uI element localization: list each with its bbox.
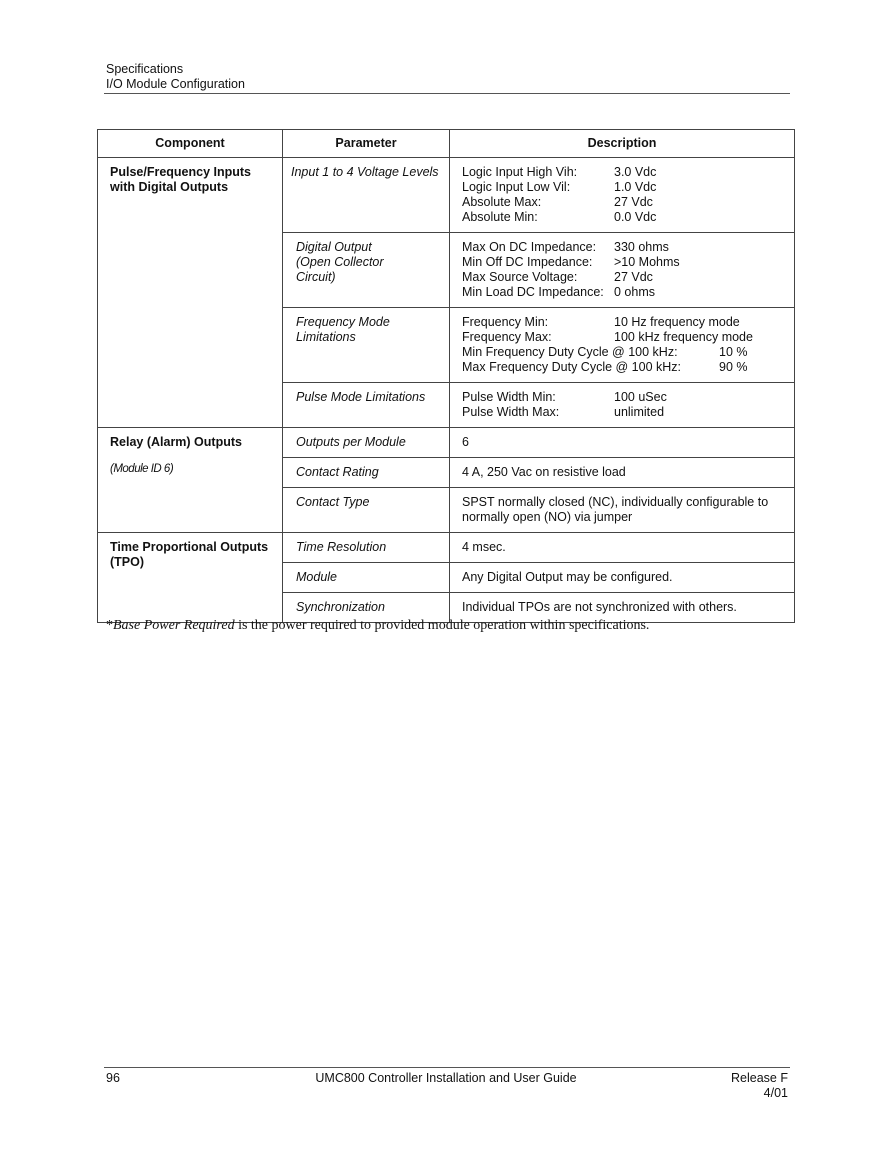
kv-value: 100 kHz frequency mode [614, 330, 753, 344]
kv-value: 90 % [719, 360, 748, 374]
kv-row [462, 180, 782, 195]
param-synchronization: Synchronization [283, 593, 450, 623]
desc-contact-type: SPST normally closed (NC), individually configurable to normally open (NO) via jumper [450, 488, 795, 533]
kv-row [462, 255, 782, 270]
param-input-levels [283, 158, 450, 233]
kv-key: Absolute Max: [462, 195, 542, 209]
kv-row [462, 330, 782, 345]
desc-frequency-mode [450, 308, 795, 383]
kv-value: unlimited [614, 405, 665, 419]
desc-pulse-mode [450, 383, 795, 428]
kv-key: Pulse Width Max: [462, 405, 560, 419]
desc-synchronization: Individual TPOs are not synchronized with others. [450, 593, 795, 623]
running-header [106, 62, 245, 92]
desc-outputs-per-module: 6 [450, 428, 795, 458]
footnote-text: is the power required to provided module operation within specifications. [234, 618, 650, 633]
kv-key: Max Source Voltage: [462, 270, 578, 284]
kv-row [462, 165, 782, 180]
param-line: Limitations [296, 330, 356, 344]
table-row [98, 533, 795, 563]
page-number: 96 [106, 1071, 120, 1085]
param-line: Frequency Mode [296, 315, 390, 329]
col-header-description: Description [450, 130, 795, 158]
module-id-note: (Module ID 6) [110, 463, 174, 475]
footnote [106, 618, 649, 634]
kv-row [462, 285, 782, 300]
kv-value: 27 Vdc [614, 195, 653, 209]
col-header-component: Component [98, 130, 283, 158]
col-header-parameter: Parameter [283, 130, 450, 158]
kv-key: Min Load DC Impedance: [462, 285, 604, 299]
kv-value: 27 Vdc [614, 270, 653, 284]
kv-row [462, 270, 782, 285]
release-date: 4/01 [763, 1086, 788, 1100]
kv-value: 10 % [719, 345, 748, 359]
table-header-row [98, 130, 795, 158]
param-contact-type: Contact Type [283, 488, 450, 533]
kv-value: 0.0 Vdc [614, 210, 657, 224]
kv-key: Max On DC Impedance: [462, 240, 597, 254]
kv-value: 3.0 Vdc [614, 165, 657, 179]
desc-module: Any Digital Output may be configured. [450, 563, 795, 593]
component-relay-label: Relay (Alarm) Outputs [110, 435, 242, 449]
kv-value: >10 Mohms [614, 255, 680, 269]
param-time-resolution: Time Resolution [283, 533, 450, 563]
param-digital-output [283, 233, 450, 308]
kv-key: Pulse Width Min: [462, 390, 556, 404]
kv-key: Min Frequency Duty Cycle @ 100 kHz: [462, 345, 678, 359]
kv-value: 330 ohms [614, 240, 669, 254]
release-label: Release F [731, 1071, 788, 1085]
footer-title: UMC800 Controller Installation and User Guide [315, 1071, 577, 1085]
kv-key: Absolute Min: [462, 210, 538, 224]
kv-key: Max Frequency Duty Cycle @ 100 kHz: [462, 360, 682, 374]
param-input-levels-text: Input 1 to 4 Voltage Levels [291, 165, 439, 179]
param-line: Circuit) [296, 270, 336, 284]
param-contact-rating: Contact Rating [283, 458, 450, 488]
header-section: Specifications [106, 62, 184, 76]
kv-key: Frequency Min: [462, 315, 549, 329]
kv-row [462, 345, 782, 360]
kv-row [462, 405, 782, 420]
component-tpo: Time Proportional Outputs (TPO) [98, 533, 283, 623]
kv-row [462, 210, 782, 225]
desc-contact-rating: 4 A, 250 Vac on resistive load [450, 458, 795, 488]
component-pulse: Pulse/Frequency Inputs with Digital Outputs [98, 158, 283, 428]
component-relay [98, 428, 283, 533]
kv-key: Logic Input High Vih: [462, 165, 578, 179]
param-outputs-per-module: Outputs per Module [283, 428, 450, 458]
footer-release [731, 1071, 788, 1101]
table-row [98, 428, 795, 458]
kv-row [462, 240, 782, 255]
footnote-star: * [106, 618, 113, 633]
kv-row [462, 360, 782, 375]
kv-row [462, 390, 782, 405]
kv-value: 10 Hz frequency mode [614, 315, 740, 329]
kv-row [462, 195, 782, 210]
header-subsection: I/O Module Configuration [106, 77, 245, 91]
kv-value: 0 ohms [614, 285, 655, 299]
desc-input-levels [450, 158, 795, 233]
kv-row [462, 315, 782, 330]
param-pulse-mode: Pulse Mode Limitations [283, 383, 450, 428]
footer-rule [104, 1067, 790, 1068]
header-rule [104, 93, 790, 94]
footnote-term: Base Power Required [113, 618, 235, 633]
table-row [98, 158, 795, 233]
desc-time-resolution: 4 msec. [450, 533, 795, 563]
param-frequency-mode [283, 308, 450, 383]
param-module: Module [283, 563, 450, 593]
kv-key: Logic Input Low Vil: [462, 180, 571, 194]
desc-digital-output [450, 233, 795, 308]
param-line: (Open Collector [296, 255, 384, 269]
kv-value: 100 uSec [614, 390, 667, 404]
kv-key: Min Off DC Impedance: [462, 255, 593, 269]
param-line: Digital Output [296, 240, 372, 254]
kv-key: Frequency Max: [462, 330, 552, 344]
spec-table [97, 129, 795, 623]
kv-value: 1.0 Vdc [614, 180, 657, 194]
